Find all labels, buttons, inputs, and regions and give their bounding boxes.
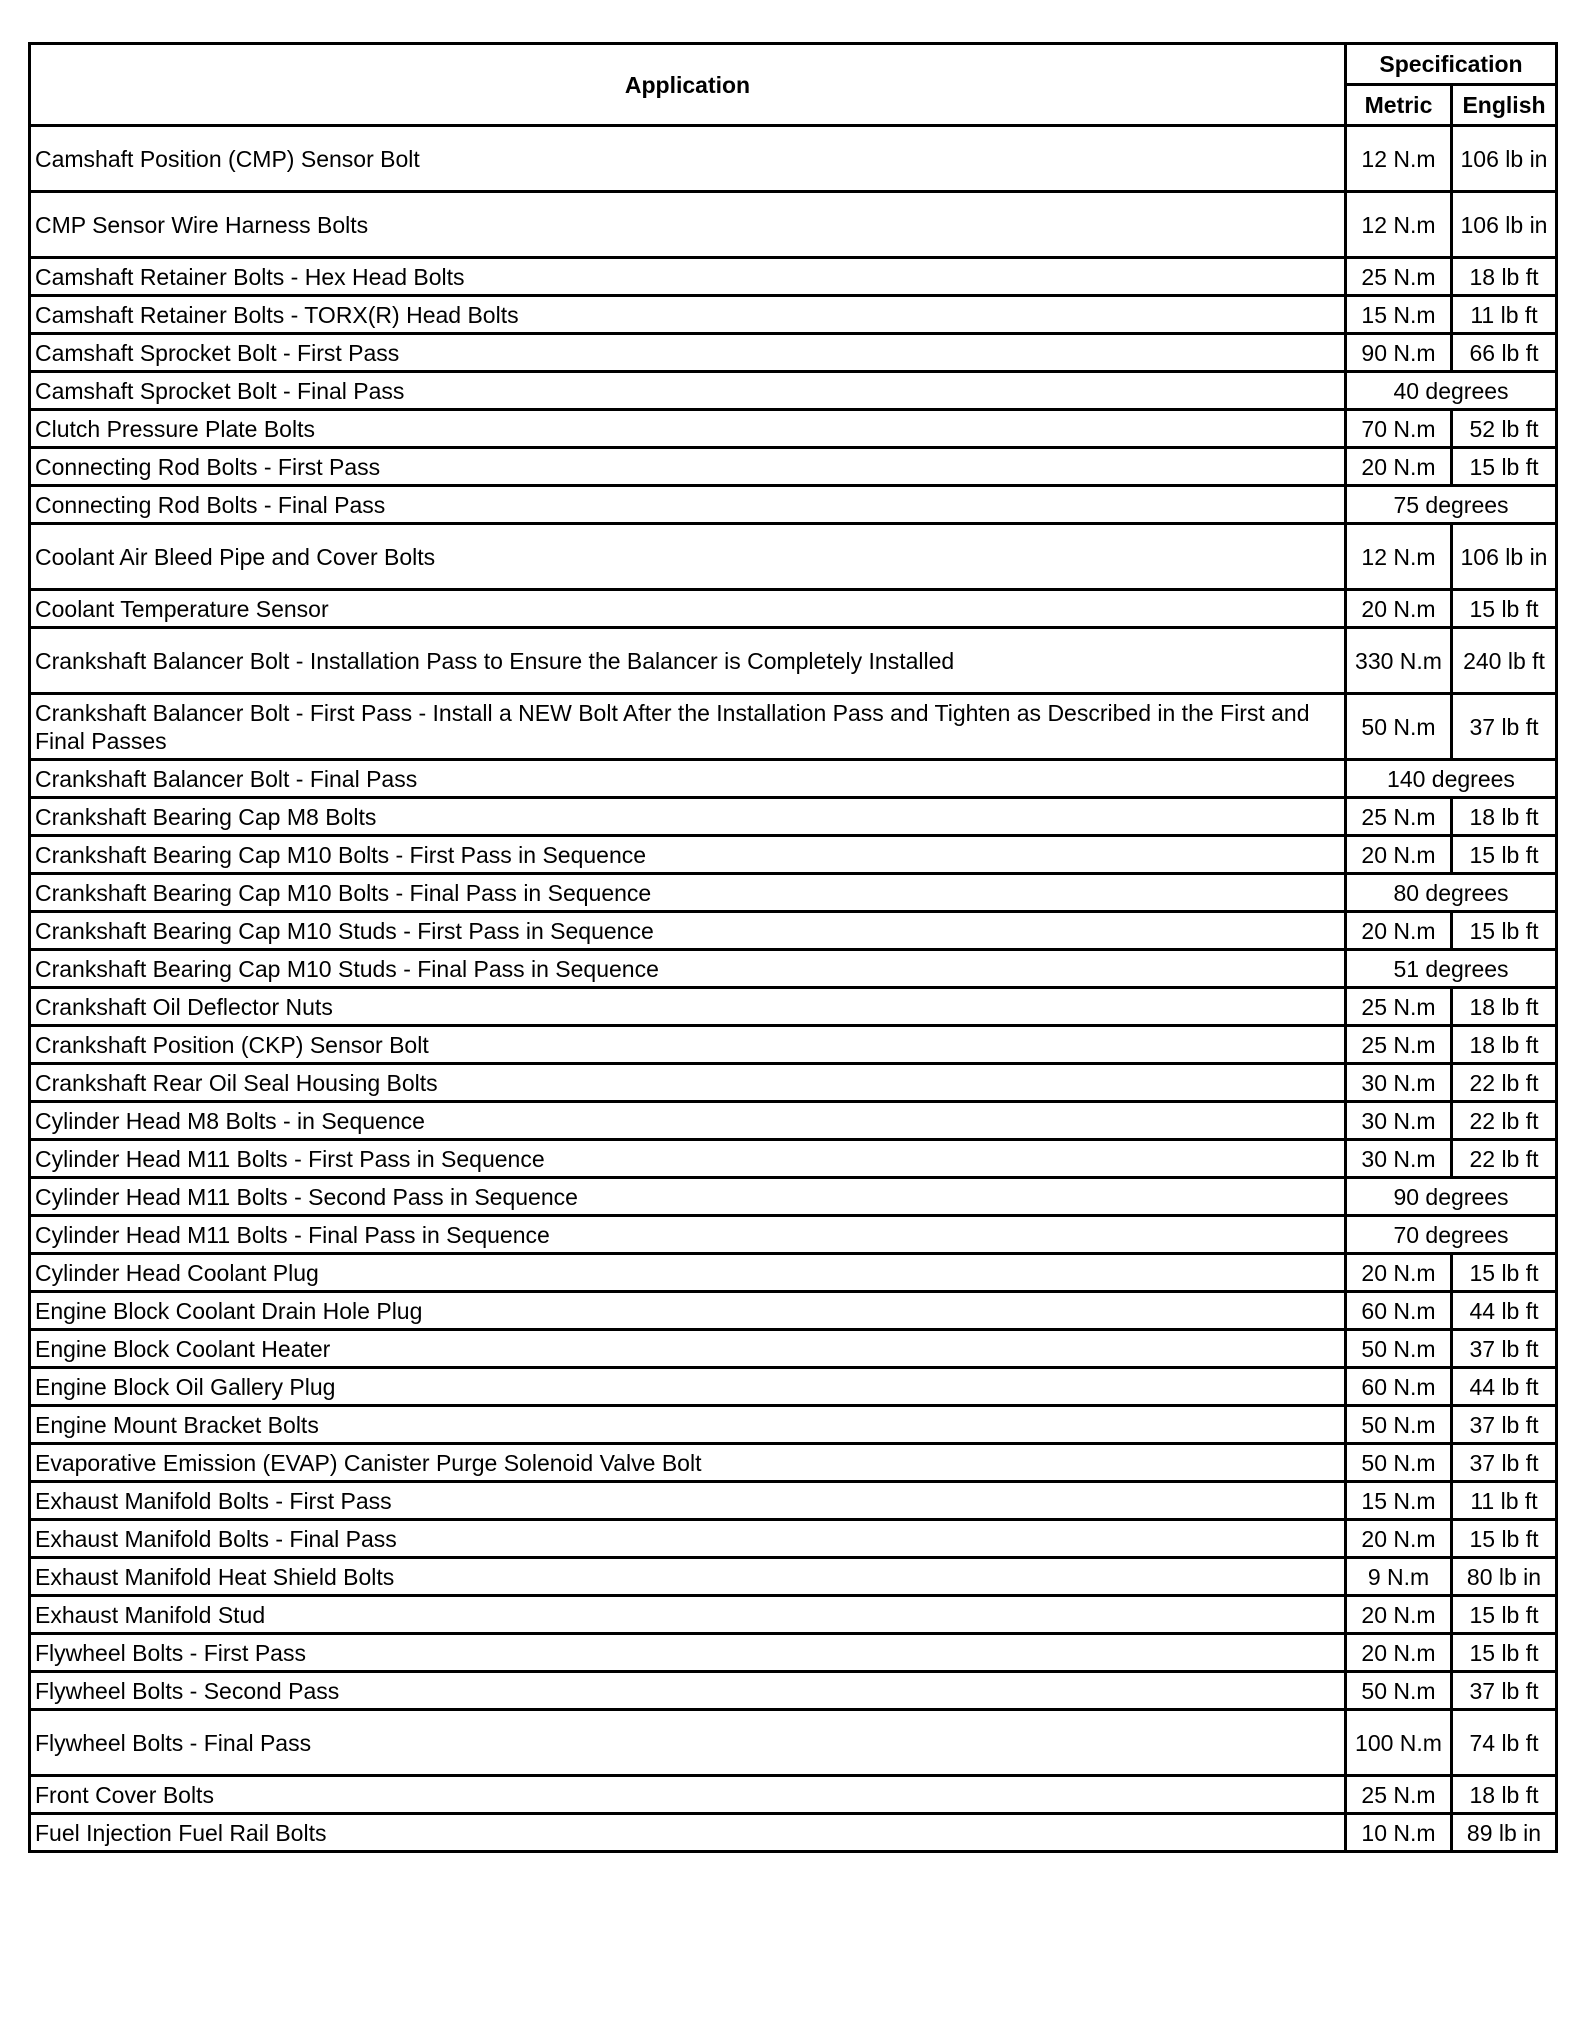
- application-cell: Crankshaft Bearing Cap M10 Bolts - Final Pass in Sequence: [30, 874, 1346, 912]
- metric-cell: 60 N.m: [1346, 1368, 1452, 1406]
- table-row: [30, 334, 1557, 372]
- table-row: [30, 1254, 1557, 1292]
- english-cell: 89 lb in: [1452, 1814, 1557, 1852]
- application-cell: Engine Block Oil Gallery Plug: [30, 1368, 1346, 1406]
- metric-cell: 12 N.m: [1346, 192, 1452, 258]
- torque-spec-table: [28, 42, 1558, 1853]
- table-row: [30, 874, 1557, 912]
- metric-cell: 9 N.m: [1346, 1558, 1452, 1596]
- metric-cell: 30 N.m: [1346, 1140, 1452, 1178]
- metric-cell: 20 N.m: [1346, 1596, 1452, 1634]
- table-row: [30, 1672, 1557, 1710]
- angle-spec-cell: 140 degrees: [1346, 760, 1557, 798]
- metric-cell: 25 N.m: [1346, 258, 1452, 296]
- english-cell: 44 lb ft: [1452, 1292, 1557, 1330]
- application-cell: Crankshaft Position (CKP) Sensor Bolt: [30, 1026, 1346, 1064]
- application-cell: Crankshaft Bearing Cap M10 Studs - First Pass in Sequence: [30, 912, 1346, 950]
- english-cell: 52 lb ft: [1452, 410, 1557, 448]
- application-cell: Evaporative Emission (EVAP) Canister Purge Solenoid Valve Bolt: [30, 1444, 1346, 1482]
- application-cell: Cylinder Head M11 Bolts - Second Pass in Sequence: [30, 1178, 1346, 1216]
- specification-header: Specification: [1346, 44, 1557, 85]
- metric-cell: 15 N.m: [1346, 296, 1452, 334]
- english-cell: 15 lb ft: [1452, 1596, 1557, 1634]
- application-cell: Camshaft Sprocket Bolt - First Pass: [30, 334, 1346, 372]
- metric-cell: 20 N.m: [1346, 590, 1452, 628]
- english-cell: 15 lb ft: [1452, 590, 1557, 628]
- table-row: [30, 1558, 1557, 1596]
- english-cell: 15 lb ft: [1452, 912, 1557, 950]
- application-cell: Exhaust Manifold Heat Shield Bolts: [30, 1558, 1346, 1596]
- application-cell: Camshaft Retainer Bolts - Hex Head Bolts: [30, 258, 1346, 296]
- metric-cell: 20 N.m: [1346, 1634, 1452, 1672]
- table-row: [30, 1520, 1557, 1558]
- metric-cell: 12 N.m: [1346, 524, 1452, 590]
- table-row: [30, 1444, 1557, 1482]
- table-row: [30, 410, 1557, 448]
- metric-cell: 30 N.m: [1346, 1102, 1452, 1140]
- application-cell: Crankshaft Balancer Bolt - First Pass - Install a NEW Bolt After the Installation Pass and Tighten as Described in the First and Final Passes: [30, 694, 1346, 760]
- application-cell: Cylinder Head M8 Bolts - in Sequence: [30, 1102, 1346, 1140]
- table-row: [30, 1406, 1557, 1444]
- table-row: [30, 1102, 1557, 1140]
- application-cell: Flywheel Bolts - Final Pass: [30, 1710, 1346, 1776]
- metric-cell: 330 N.m: [1346, 628, 1452, 694]
- application-cell: Camshaft Sprocket Bolt - Final Pass: [30, 372, 1346, 410]
- table-row: [30, 1368, 1557, 1406]
- table-row: [30, 296, 1557, 334]
- english-cell: 37 lb ft: [1452, 1444, 1557, 1482]
- english-cell: 15 lb ft: [1452, 1520, 1557, 1558]
- table-row: [30, 372, 1557, 410]
- metric-cell: 50 N.m: [1346, 1330, 1452, 1368]
- application-cell: Fuel Injection Fuel Rail Bolts: [30, 1814, 1346, 1852]
- metric-cell: 25 N.m: [1346, 988, 1452, 1026]
- angle-spec-cell: 51 degrees: [1346, 950, 1557, 988]
- application-cell: Camshaft Position (CMP) Sensor Bolt: [30, 126, 1346, 192]
- english-cell: 37 lb ft: [1452, 1406, 1557, 1444]
- application-cell: Cylinder Head M11 Bolts - First Pass in Sequence: [30, 1140, 1346, 1178]
- metric-cell: 20 N.m: [1346, 1254, 1452, 1292]
- english-cell: 15 lb ft: [1452, 1254, 1557, 1292]
- table-row: [30, 1634, 1557, 1672]
- table-row: [30, 760, 1557, 798]
- english-cell: 18 lb ft: [1452, 1776, 1557, 1814]
- application-cell: Exhaust Manifold Stud: [30, 1596, 1346, 1634]
- metric-cell: 50 N.m: [1346, 694, 1452, 760]
- application-cell: Engine Block Coolant Drain Hole Plug: [30, 1292, 1346, 1330]
- table-row: [30, 126, 1557, 192]
- english-cell: 80 lb in: [1452, 1558, 1557, 1596]
- application-cell: Coolant Air Bleed Pipe and Cover Bolts: [30, 524, 1346, 590]
- table-row: [30, 524, 1557, 590]
- application-cell: Clutch Pressure Plate Bolts: [30, 410, 1346, 448]
- metric-cell: 90 N.m: [1346, 334, 1452, 372]
- metric-cell: 50 N.m: [1346, 1406, 1452, 1444]
- application-cell: Front Cover Bolts: [30, 1776, 1346, 1814]
- english-cell: 106 lb in: [1452, 192, 1557, 258]
- application-cell: Exhaust Manifold Bolts - Final Pass: [30, 1520, 1346, 1558]
- table-row: [30, 1776, 1557, 1814]
- application-cell: Exhaust Manifold Bolts - First Pass: [30, 1482, 1346, 1520]
- table-row: [30, 694, 1557, 760]
- metric-cell: 50 N.m: [1346, 1444, 1452, 1482]
- metric-cell: 20 N.m: [1346, 912, 1452, 950]
- application-cell: Engine Mount Bracket Bolts: [30, 1406, 1346, 1444]
- angle-spec-cell: 80 degrees: [1346, 874, 1557, 912]
- angle-spec-cell: 70 degrees: [1346, 1216, 1557, 1254]
- table-row: [30, 1178, 1557, 1216]
- english-cell: 15 lb ft: [1452, 448, 1557, 486]
- english-header: English: [1452, 85, 1557, 126]
- english-cell: 18 lb ft: [1452, 258, 1557, 296]
- english-cell: 22 lb ft: [1452, 1064, 1557, 1102]
- table-row: [30, 1026, 1557, 1064]
- table-row: [30, 590, 1557, 628]
- table-row: [30, 1330, 1557, 1368]
- english-cell: 74 lb ft: [1452, 1710, 1557, 1776]
- application-cell: Camshaft Retainer Bolts - TORX(R) Head Bolts: [30, 296, 1346, 334]
- metric-cell: 15 N.m: [1346, 1482, 1452, 1520]
- table-row: [30, 836, 1557, 874]
- english-cell: 22 lb ft: [1452, 1140, 1557, 1178]
- table-row: [30, 950, 1557, 988]
- metric-cell: 20 N.m: [1346, 448, 1452, 486]
- application-cell: Coolant Temperature Sensor: [30, 590, 1346, 628]
- english-cell: 18 lb ft: [1452, 798, 1557, 836]
- table-row: [30, 912, 1557, 950]
- application-cell: Connecting Rod Bolts - First Pass: [30, 448, 1346, 486]
- table-row: [30, 258, 1557, 296]
- metric-cell: 20 N.m: [1346, 1520, 1452, 1558]
- table-row: [30, 1814, 1557, 1852]
- metric-cell: 30 N.m: [1346, 1064, 1452, 1102]
- table-row: [30, 628, 1557, 694]
- metric-cell: 20 N.m: [1346, 836, 1452, 874]
- spec-rows: [30, 126, 1557, 1852]
- table-row: [30, 192, 1557, 258]
- table-row: [30, 486, 1557, 524]
- table-row: [30, 988, 1557, 1026]
- application-cell: Crankshaft Rear Oil Seal Housing Bolts: [30, 1064, 1346, 1102]
- angle-spec-cell: 90 degrees: [1346, 1178, 1557, 1216]
- metric-cell: 50 N.m: [1346, 1672, 1452, 1710]
- metric-cell: 60 N.m: [1346, 1292, 1452, 1330]
- table-row: [30, 1292, 1557, 1330]
- application-cell: Crankshaft Balancer Bolt - Installation Pass to Ensure the Balancer is Completely Installed: [30, 628, 1346, 694]
- metric-cell: 25 N.m: [1346, 1026, 1452, 1064]
- application-cell: Connecting Rod Bolts - Final Pass: [30, 486, 1346, 524]
- english-cell: 37 lb ft: [1452, 694, 1557, 760]
- table-row: [30, 1710, 1557, 1776]
- table-row: [30, 1596, 1557, 1634]
- english-cell: 240 lb ft: [1452, 628, 1557, 694]
- angle-spec-cell: 40 degrees: [1346, 372, 1557, 410]
- application-cell: Crankshaft Balancer Bolt - Final Pass: [30, 760, 1346, 798]
- application-cell: Engine Block Coolant Heater: [30, 1330, 1346, 1368]
- table-row: [30, 1216, 1557, 1254]
- metric-cell: 12 N.m: [1346, 126, 1452, 192]
- english-cell: 44 lb ft: [1452, 1368, 1557, 1406]
- application-cell: Cylinder Head Coolant Plug: [30, 1254, 1346, 1292]
- english-cell: 11 lb ft: [1452, 1482, 1557, 1520]
- application-cell: Crankshaft Bearing Cap M10 Studs - Final Pass in Sequence: [30, 950, 1346, 988]
- table-row: [30, 1064, 1557, 1102]
- application-cell: Crankshaft Bearing Cap M8 Bolts: [30, 798, 1346, 836]
- english-cell: 18 lb ft: [1452, 1026, 1557, 1064]
- english-cell: 37 lb ft: [1452, 1330, 1557, 1368]
- angle-spec-cell: 75 degrees: [1346, 486, 1557, 524]
- english-cell: 15 lb ft: [1452, 836, 1557, 874]
- table-row: [30, 1482, 1557, 1520]
- english-cell: 106 lb in: [1452, 126, 1557, 192]
- application-cell: Cylinder Head M11 Bolts - Final Pass in Sequence: [30, 1216, 1346, 1254]
- application-cell: Flywheel Bolts - Second Pass: [30, 1672, 1346, 1710]
- metric-header: Metric: [1346, 85, 1452, 126]
- metric-cell: 10 N.m: [1346, 1814, 1452, 1852]
- english-cell: 37 lb ft: [1452, 1672, 1557, 1710]
- application-cell: Crankshaft Bearing Cap M10 Bolts - First Pass in Sequence: [30, 836, 1346, 874]
- table-row: [30, 448, 1557, 486]
- table-row: [30, 798, 1557, 836]
- metric-cell: 25 N.m: [1346, 798, 1452, 836]
- english-cell: 106 lb in: [1452, 524, 1557, 590]
- metric-cell: 70 N.m: [1346, 410, 1452, 448]
- metric-cell: 100 N.m: [1346, 1710, 1452, 1776]
- table-row: [30, 1140, 1557, 1178]
- english-cell: 15 lb ft: [1452, 1634, 1557, 1672]
- english-cell: 66 lb ft: [1452, 334, 1557, 372]
- application-cell: CMP Sensor Wire Harness Bolts: [30, 192, 1346, 258]
- english-cell: 18 lb ft: [1452, 988, 1557, 1026]
- application-cell: Flywheel Bolts - First Pass: [30, 1634, 1346, 1672]
- metric-cell: 25 N.m: [1346, 1776, 1452, 1814]
- application-cell: Crankshaft Oil Deflector Nuts: [30, 988, 1346, 1026]
- english-cell: 22 lb ft: [1452, 1102, 1557, 1140]
- application-header: Application: [30, 44, 1346, 126]
- english-cell: 11 lb ft: [1452, 296, 1557, 334]
